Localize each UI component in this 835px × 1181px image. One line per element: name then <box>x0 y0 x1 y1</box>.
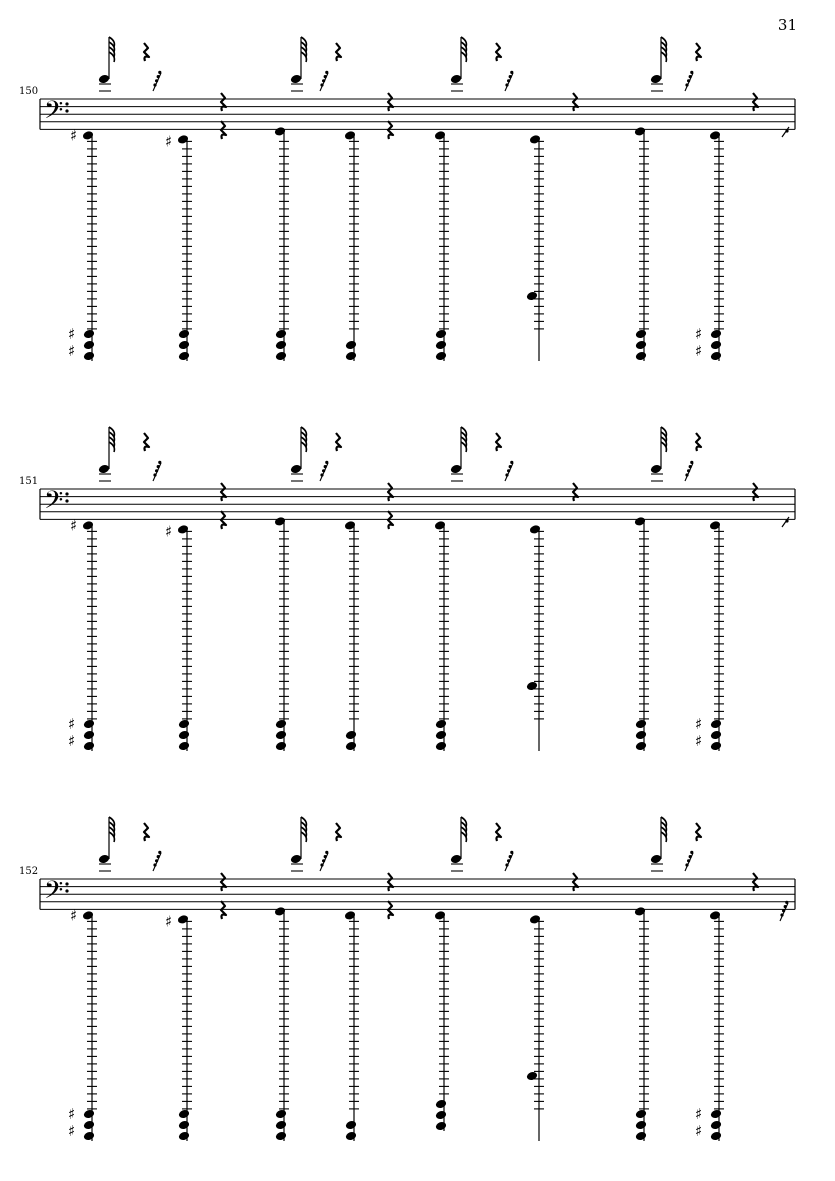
chord-note-head <box>710 329 722 340</box>
quarter-rest-icon <box>496 823 501 841</box>
quarter-rest-icon <box>753 873 758 891</box>
sharp-icon: ♯ <box>165 132 173 151</box>
chord-note-head <box>83 1120 95 1131</box>
sharp-icon: ♯ <box>695 1105 703 1123</box>
chord-note-head <box>83 351 95 362</box>
measure-number-152: 152 <box>19 866 39 877</box>
chord-note-head <box>710 741 722 752</box>
chord-note-head <box>635 719 647 730</box>
chord-note-head <box>635 730 647 741</box>
chord-note-head <box>345 741 357 752</box>
chord-note-head <box>710 340 722 351</box>
clef-dot <box>65 102 68 105</box>
chord-note-head <box>710 1109 722 1120</box>
chord-note-head <box>435 340 447 351</box>
high-note-head <box>290 74 302 85</box>
sharp-icon: ♯ <box>68 1105 76 1123</box>
sharp-icon: ♯ <box>695 715 703 733</box>
quarter-rest-icon <box>221 483 226 501</box>
chord-note-head <box>83 730 95 741</box>
sharp-icon: ♯ <box>70 516 78 535</box>
sharp-icon: ♯ <box>695 1122 703 1140</box>
bass-clef-icon: 𝄢 <box>44 486 64 521</box>
quarter-rest-icon <box>753 483 758 501</box>
chord-note-head <box>83 1131 95 1142</box>
chord-note-head <box>435 741 447 752</box>
chord-note-head <box>635 351 647 362</box>
chord-note-head <box>435 329 447 340</box>
chord-note-head <box>435 1099 447 1110</box>
chord-note-head <box>83 741 95 752</box>
bass-clef-icon: 𝄢 <box>44 96 64 131</box>
chord-note-head <box>275 730 287 741</box>
chord-note-head <box>345 1131 357 1142</box>
chord-note-head <box>345 730 357 741</box>
clef-dot <box>65 492 68 495</box>
quarter-rest-icon <box>221 873 226 891</box>
quarter-rest-icon <box>573 93 578 111</box>
quarter-rest-icon <box>221 511 226 529</box>
chord-note-head <box>435 351 447 362</box>
chord-note-head <box>83 1109 95 1120</box>
quarter-rest-icon <box>221 901 226 919</box>
chord-note-head <box>275 1120 287 1131</box>
quarter-rest-icon <box>336 823 341 841</box>
sharp-icon: ♯ <box>68 1122 76 1140</box>
chord-note-head <box>178 351 190 362</box>
quarter-rest-icon <box>696 43 701 61</box>
quarter-rest-icon <box>696 823 701 841</box>
chord-note-head <box>435 1121 447 1132</box>
sharp-icon: ♯ <box>68 342 76 360</box>
measure-number-150: 150 <box>19 86 39 97</box>
high-note-head <box>650 74 662 85</box>
high-note-head <box>650 854 662 865</box>
chord-note-head <box>275 351 287 362</box>
sharp-icon: ♯ <box>70 906 78 925</box>
high-note-head <box>98 854 110 865</box>
chord-note-head <box>275 329 287 340</box>
chord-note-head <box>710 719 722 730</box>
clef-dot <box>65 499 68 502</box>
rest-flag-dot <box>785 519 788 522</box>
quarter-rest-icon <box>388 121 393 139</box>
quarter-rest-icon <box>496 433 501 451</box>
chord-note-head <box>526 291 538 302</box>
clef-dot <box>65 889 68 892</box>
system-152 <box>40 817 795 1141</box>
quarter-rest-icon <box>573 873 578 891</box>
chord-note-head <box>635 329 647 340</box>
chord-note-head <box>635 340 647 351</box>
sharp-icon: ♯ <box>68 715 76 733</box>
chord-note-head <box>275 1109 287 1120</box>
chord-note-head <box>635 741 647 752</box>
quarter-rest-icon <box>573 483 578 501</box>
chord-note-head <box>275 741 287 752</box>
clef-dot <box>65 882 68 885</box>
chord-note-head <box>526 681 538 692</box>
quarter-rest-icon <box>144 43 149 61</box>
chord-note-head <box>345 351 357 362</box>
chord-note-head <box>635 1131 647 1142</box>
chord-note-head <box>710 730 722 741</box>
chord-note-head <box>275 340 287 351</box>
systems-root <box>40 37 795 1141</box>
chord-note-head <box>83 719 95 730</box>
high-note-head <box>290 464 302 475</box>
quarter-rest-icon <box>388 511 393 529</box>
quarter-rest-icon <box>388 483 393 501</box>
system-150 <box>40 37 795 361</box>
chord-note-head <box>178 329 190 340</box>
quarter-rest-icon <box>388 873 393 891</box>
quarter-rest-icon <box>144 433 149 451</box>
high-note-head <box>450 464 462 475</box>
sharp-icon: ♯ <box>695 325 703 343</box>
clef-dot <box>65 109 68 112</box>
chord-note-head <box>526 1071 538 1082</box>
quarter-rest-icon <box>388 93 393 111</box>
chord-note-head <box>635 1109 647 1120</box>
rest-flag-dot <box>785 129 788 132</box>
high-note-head <box>450 854 462 865</box>
bass-clef-icon: 𝄢 <box>44 876 64 911</box>
high-note-head <box>98 74 110 85</box>
chord-note-head <box>345 1120 357 1131</box>
chord-note-head <box>435 719 447 730</box>
chord-note-head <box>83 329 95 340</box>
sharp-icon: ♯ <box>165 912 173 931</box>
high-note-head <box>98 464 110 475</box>
chord-note-head <box>345 340 357 351</box>
sharp-icon: ♯ <box>68 732 76 750</box>
page-number: 31 <box>777 16 797 34</box>
chord-note-head <box>710 1120 722 1131</box>
chord-note-head <box>710 1131 722 1142</box>
chord-note-head <box>635 1120 647 1131</box>
sharp-icon: ♯ <box>695 342 703 360</box>
chord-note-head <box>178 730 190 741</box>
chord-note-head <box>435 1110 447 1121</box>
chord-note-head <box>710 351 722 362</box>
high-note-head <box>650 464 662 475</box>
quarter-rest-icon <box>496 43 501 61</box>
chord-note-head <box>178 340 190 351</box>
chord-note-head <box>435 730 447 741</box>
chord-note-head <box>178 741 190 752</box>
chord-note-head <box>178 719 190 730</box>
chord-note-head <box>178 1120 190 1131</box>
chord-note-head <box>83 340 95 351</box>
high-note-head <box>450 74 462 85</box>
quarter-rest-icon <box>336 43 341 61</box>
chord-note-head <box>275 1131 287 1142</box>
sharp-icon: ♯ <box>165 522 173 541</box>
chord-note-head <box>178 1131 190 1142</box>
quarter-rest-icon <box>336 433 341 451</box>
measure-number-151: 151 <box>19 476 39 487</box>
quarter-rest-icon <box>388 901 393 919</box>
sharp-icon: ♯ <box>68 325 76 343</box>
system-151 <box>40 427 795 751</box>
quarter-rest-icon <box>221 121 226 139</box>
chord-note-head <box>275 719 287 730</box>
quarter-rest-icon <box>696 433 701 451</box>
high-note-head <box>290 854 302 865</box>
sharp-icon: ♯ <box>70 126 78 145</box>
quarter-rest-icon <box>144 823 149 841</box>
chord-note-head <box>178 1109 190 1120</box>
quarter-rest-icon <box>221 93 226 111</box>
quarter-rest-icon <box>753 93 758 111</box>
sharp-icon: ♯ <box>695 732 703 750</box>
